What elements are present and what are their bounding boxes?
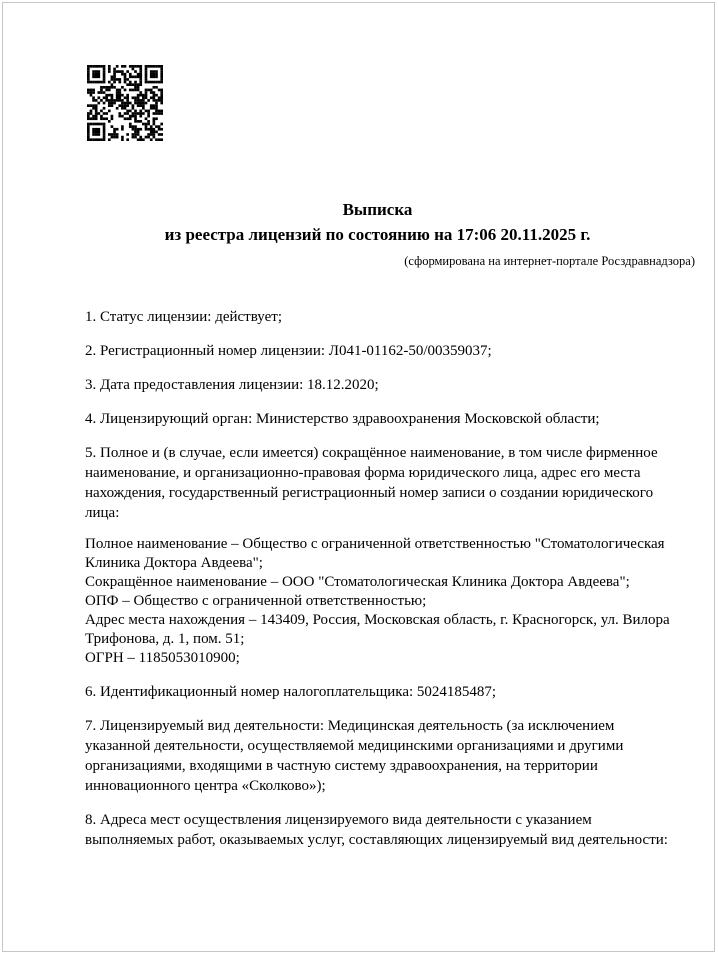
license-extract-document [85, 197, 695, 850]
paragraph-license-status: 1. Статус лицензии: действует; [85, 309, 282, 325]
document-title-line1: Выписка [342, 200, 413, 219]
paragraph-inn: 6. Идентификационный номер налогоплательщика: 5024185487; [85, 684, 497, 700]
paragraph-licensed-activity: 7. Лицензируемый вид деятельности: Медицинская деятельность (за исключением указанной деятельности, осуществляемой медицинскими организациями и другими организациями, входящими в частную систему здравоохранения, на территории инновационного центра «Сколково»); [85, 718, 624, 794]
paragraph-registration-number: 2. Регистрационный номер лицензии: Л041-01162-50/00359037; [85, 343, 492, 359]
entity-address: Адрес места нахождения – 143409, Россия, Московская область, г. Красногорск, ул. Вилора Трифонова, д. 1, пом. 51; [85, 612, 670, 647]
entity-short-name: Сокращённое наименование – ООО "Стоматологическая Клиника Доктора Авдеева"; [85, 574, 630, 590]
qr-code-icon [87, 65, 163, 141]
qr-code-image [87, 65, 163, 141]
generated-note: (сформирована на интернет-портале Росздравнадзора) [404, 254, 695, 268]
paragraph-entity-heading: 5. Полное и (в случае, если имеется) сокращённое наименование, в том числе фирменное наименование, и организационно-правовая форма юридического лица, адрес его места нахождения, государственный регистрационный номер записи о создании юридического лица: [85, 445, 658, 521]
document-title-line2: из реестра лицензий по состоянию на 17:06 20.11.2025 г. [164, 225, 591, 244]
entity-full-name: Полное наименование – Общество с ограниченной ответственностью "Стоматологическая Клиника Доктора Авдеева"; [85, 536, 665, 571]
paragraph-activity-addresses: 8. Адреса мест осуществления лицензируемого вида деятельности с указанием выполняемых работ, оказываемых услуг, составляющих лицензируемый вид деятельности: [85, 812, 668, 848]
entity-opf: ОПФ – Общество с ограниченной ответственностью; [85, 593, 427, 609]
entity-details-block [85, 535, 670, 668]
entity-ogrn: ОГРН – 1185053010900; [85, 650, 240, 666]
document-title [85, 197, 670, 247]
paragraph-license-date: 3. Дата предоставления лицензии: 18.12.2020; [85, 377, 379, 393]
paragraph-licensing-authority: 4. Лицензирующий орган: Министерство здравоохранения Московской области; [85, 411, 600, 427]
